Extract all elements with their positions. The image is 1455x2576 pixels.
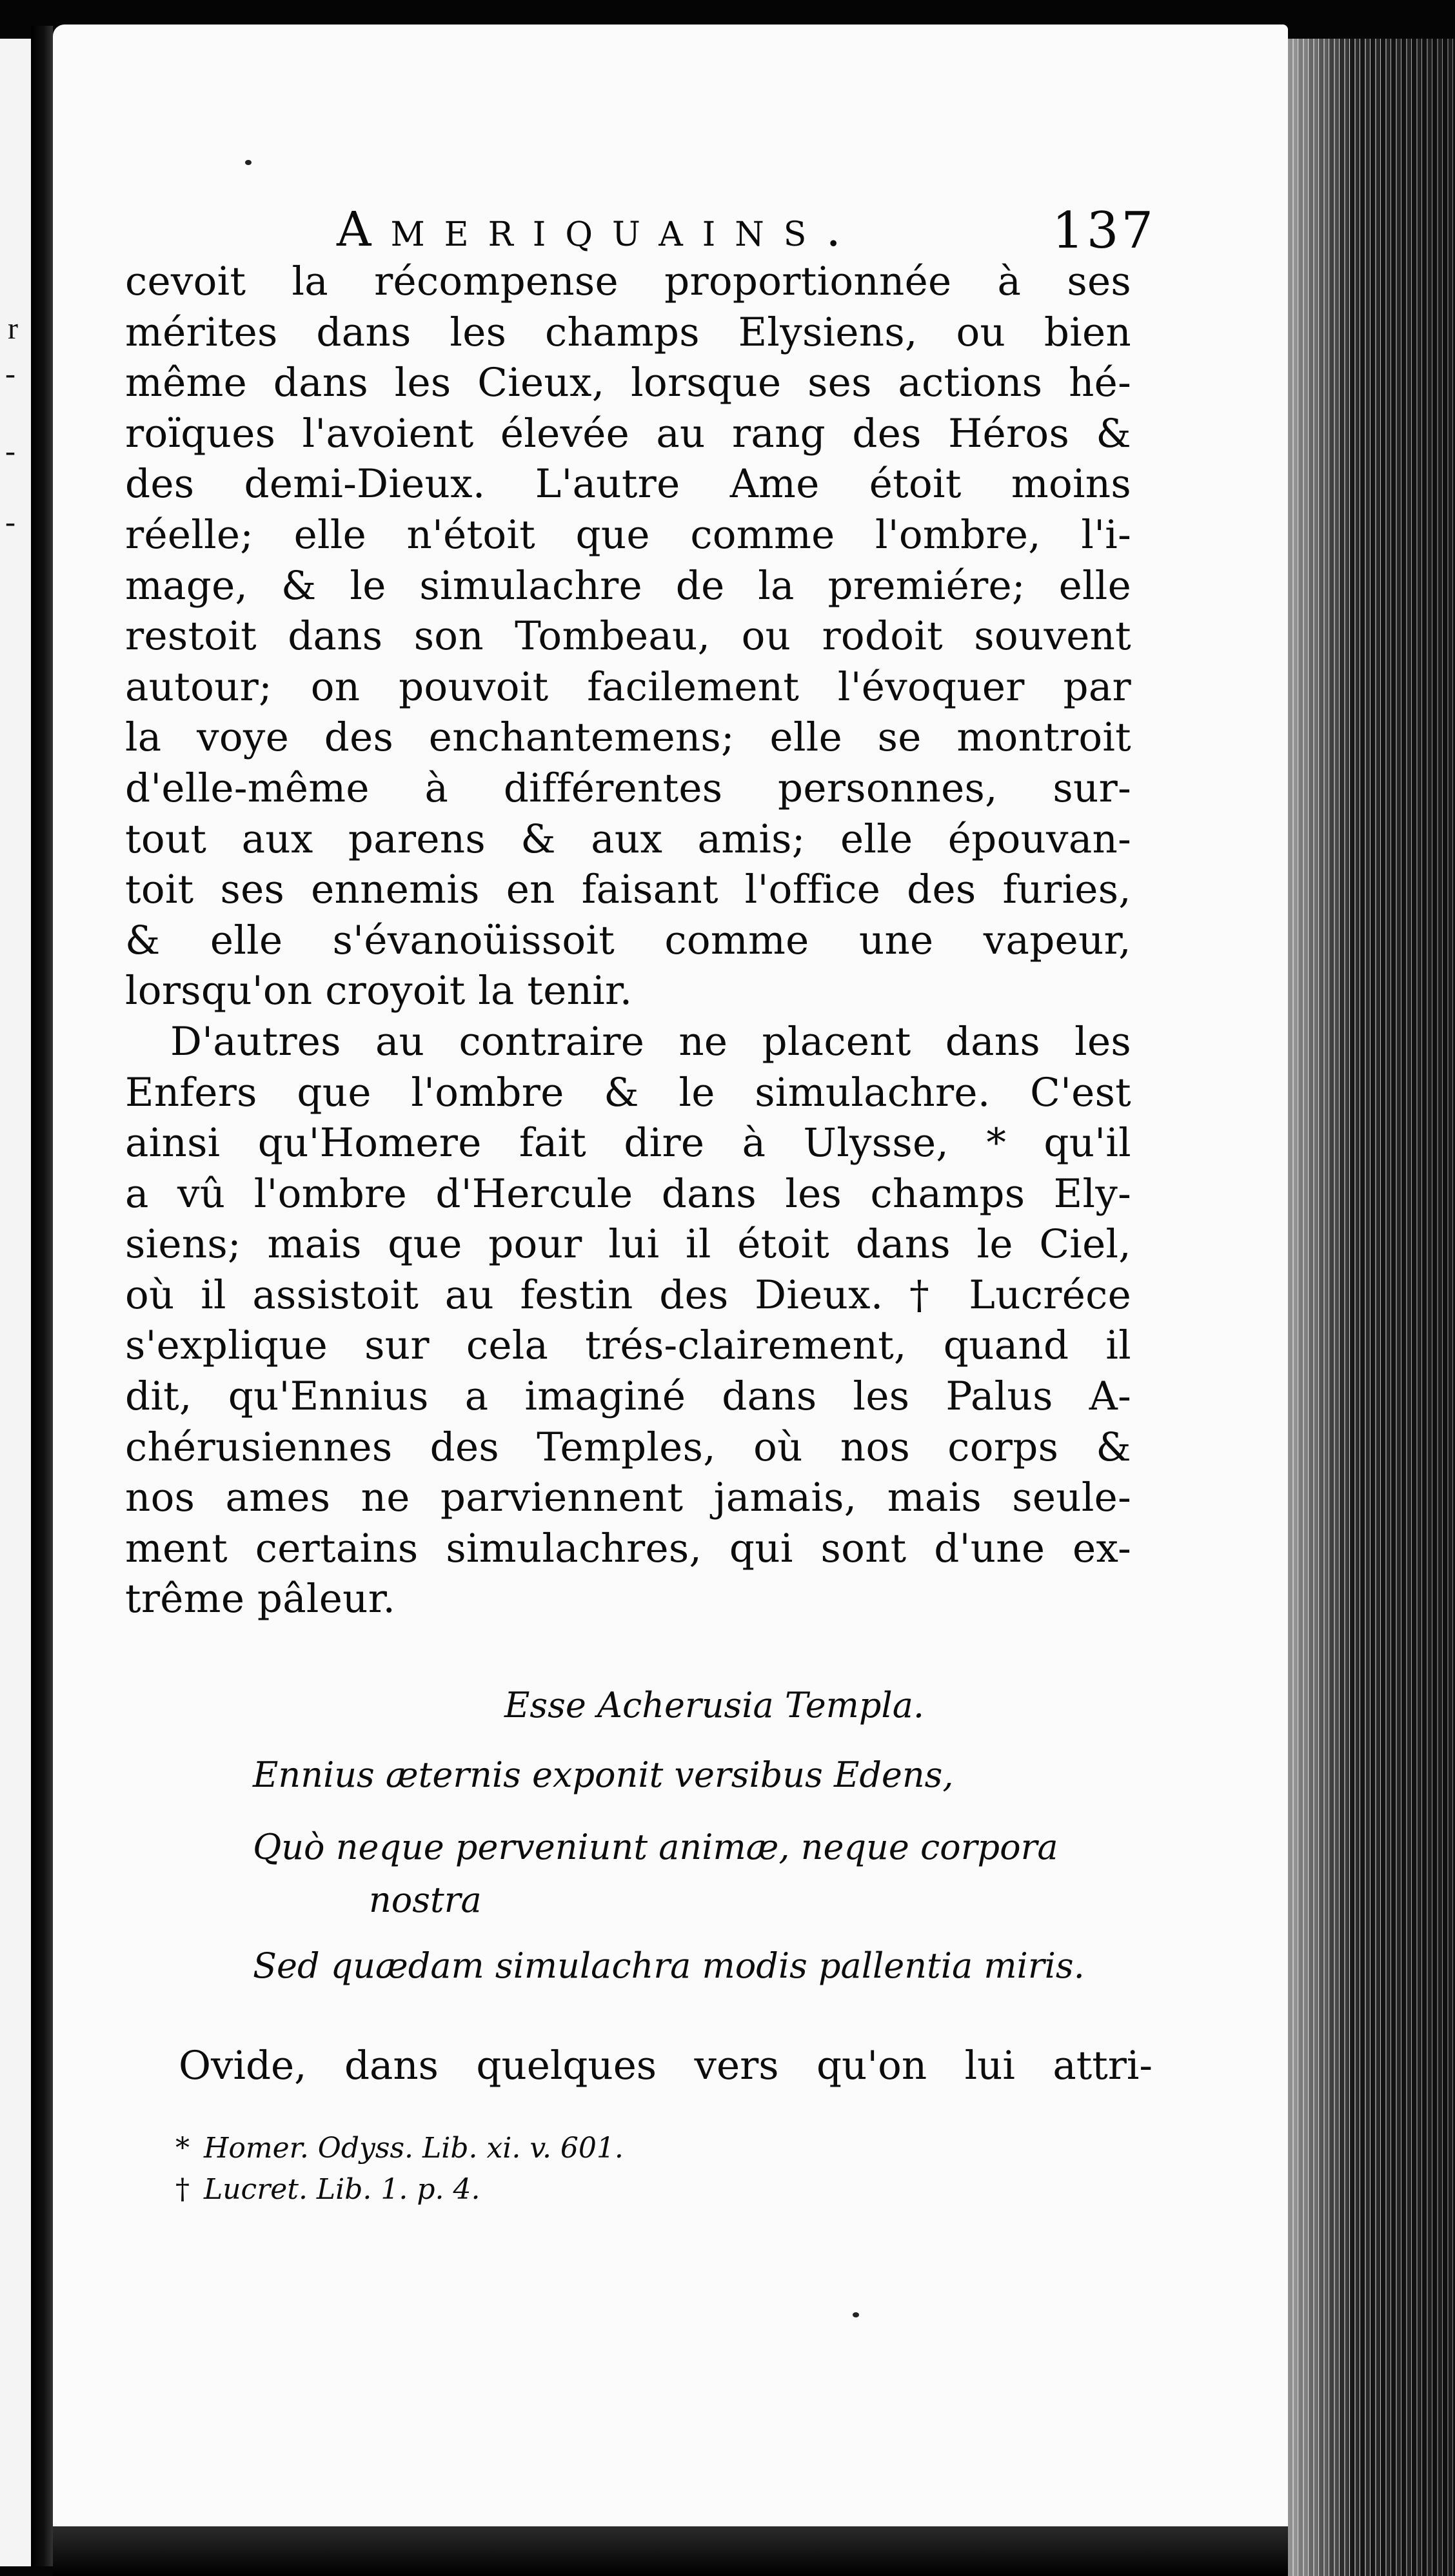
footnote-mark: * bbox=[175, 2132, 190, 2165]
verse-line: nostra bbox=[369, 1880, 482, 1920]
footnotes bbox=[175, 2128, 624, 2210]
text-line: la voye des enchantemens; elle se montroit bbox=[125, 714, 1131, 761]
text-line: siens; mais que pour lui il étoit dans le Ciel, bbox=[125, 1221, 1131, 1268]
text-line: d'elle-même à différentes personnes, sur- bbox=[125, 765, 1131, 811]
page-number: 137 bbox=[1052, 202, 1156, 260]
page-bottom-edge bbox=[53, 2526, 1288, 2576]
text-line: lorsqu'on croyoit la tenir. bbox=[125, 968, 633, 1014]
verse-line: Quò neque perveniunt animæ, neque corpora bbox=[253, 1827, 1058, 1867]
previous-page-edge bbox=[0, 39, 31, 2566]
text-line: autour; on pouvoit facilement l'évoquer par bbox=[125, 664, 1131, 710]
closing-text-line: Ovide, dans quelques vers qu'on lui attri- bbox=[179, 2043, 1153, 2089]
text-line: restoit dans son Tombeau, ou rodoit souvent bbox=[125, 613, 1131, 660]
running-head bbox=[266, 202, 1156, 260]
text-line: a vû l'ombre d'Hercule dans les champs Ely- bbox=[125, 1170, 1131, 1217]
text-line: Enfers que l'ombre & le simulachre. C'est bbox=[125, 1069, 1131, 1116]
footnote-text: Lucret. Lib. 1. p. 4. bbox=[204, 2173, 480, 2206]
running-title: Ameriquains. bbox=[337, 202, 860, 257]
margin-mark: - bbox=[5, 357, 15, 391]
footnote-mark: † bbox=[175, 2173, 190, 2206]
text-line: réelle; elle n'étoit que comme l'ombre, l'i- bbox=[125, 511, 1131, 558]
text-line: s'explique sur cela trés-clairement, quand il bbox=[125, 1322, 1131, 1369]
margin-mark: r bbox=[8, 311, 18, 346]
text-line: ment certains simulachres, qui sont d'une ex- bbox=[125, 1525, 1131, 1571]
text-line: des demi-Dieux. L'autre Ame étoit moins bbox=[125, 461, 1131, 507]
book-page bbox=[53, 25, 1288, 2526]
verse-line: Sed quædam simulachra modis pallentia miris. bbox=[253, 1945, 1085, 1986]
margin-mark: - bbox=[5, 505, 15, 539]
text-line: trême pâleur. bbox=[125, 1576, 396, 1622]
text-line: tout aux parens & aux amis; elle épouvan- bbox=[125, 816, 1131, 862]
text-line: & elle s'évanoüissoit comme une vapeur, bbox=[125, 917, 1131, 963]
page-fore-edge bbox=[1288, 39, 1455, 2576]
verse-line: Esse Acherusia Templa. bbox=[504, 1685, 925, 1726]
text-line: cevoit la récompense proportionnée à ses bbox=[125, 259, 1131, 304]
text-line: chérusiennes des Temples, où nos corps & bbox=[125, 1424, 1131, 1470]
text-line: dit, qu'Ennius a imaginé dans les Palus A- bbox=[125, 1373, 1131, 1420]
ink-speck bbox=[245, 160, 252, 165]
text-line: ainsi qu'Homere fait dire à Ulysse, * qu'il bbox=[125, 1120, 1131, 1166]
body-text bbox=[125, 257, 1131, 1625]
paragraph-start-line: D'autres au contraire ne placent dans les bbox=[170, 1018, 1131, 1065]
footnote bbox=[175, 2169, 624, 2210]
text-line: mage, & le simulachre de la premiére; elle bbox=[125, 562, 1131, 609]
text-line: toit ses ennemis en faisant l'office des furies, bbox=[125, 867, 1131, 913]
verse-line: Ennius æternis exponit versibus Edens, bbox=[253, 1755, 954, 1795]
text-line: où il assistoit au festin des Dieux. † Lucréce bbox=[125, 1272, 1131, 1318]
text-line: même dans les Cieux, lorsque ses actions hé- bbox=[125, 360, 1131, 406]
previous-page-marks bbox=[3, 284, 22, 555]
text-line: nos ames ne parviennent jamais, mais seule- bbox=[125, 1475, 1131, 1521]
footnote bbox=[175, 2128, 624, 2169]
text-line: mérites dans les champs Elysiens, ou bien bbox=[125, 309, 1131, 355]
gutter-shadow bbox=[31, 26, 53, 2566]
margin-mark: - bbox=[5, 434, 15, 468]
text-line: roïques l'avoient élevée au rang des Héros & bbox=[125, 410, 1131, 457]
footnote-text: Homer. Odyss. Lib. xi. v. 601. bbox=[204, 2132, 624, 2165]
ink-speck bbox=[853, 2312, 859, 2317]
